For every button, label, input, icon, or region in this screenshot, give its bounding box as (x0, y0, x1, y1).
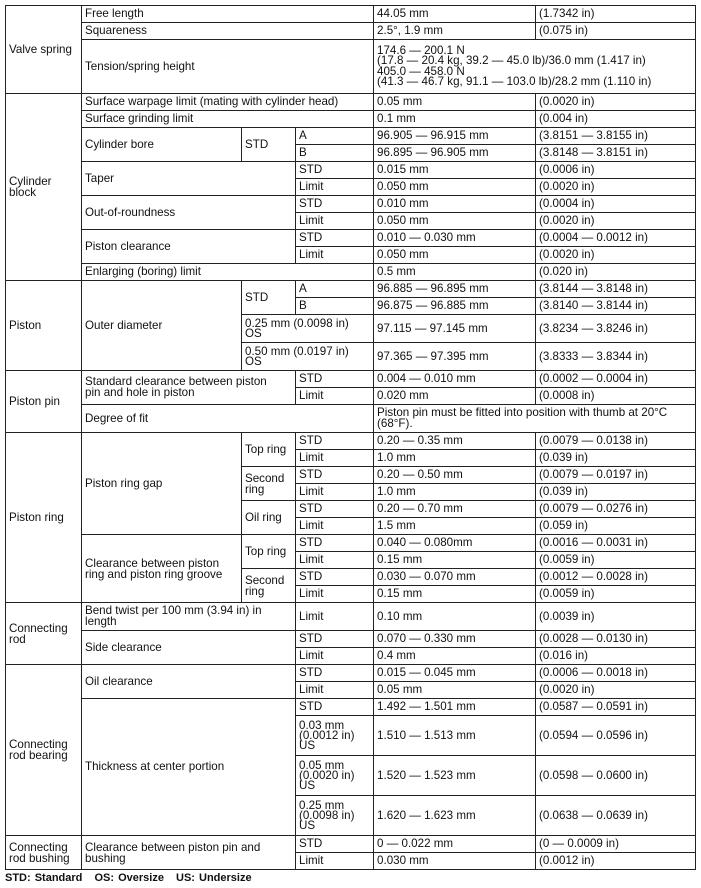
value-mm: 96.885 — 96.895 mm (374, 281, 536, 298)
item-ring-gap: Piston ring gap (82, 433, 242, 535)
value-mm: 1.620 — 1.623 mm (374, 796, 536, 836)
table-row (6, 162, 696, 179)
value-in: (0.0006 — 0.0018 in) (536, 665, 696, 682)
std-label: STD (296, 371, 374, 388)
item-warpage: Surface warpage limit (mating with cylinder head) (82, 94, 374, 111)
value-in: (0.0638 — 0.0639 in) (536, 796, 696, 836)
value-in: (0.004 in) (536, 111, 696, 128)
value-in: (0.0012 in) (536, 853, 696, 870)
value-mm: 0.10 mm (374, 603, 536, 631)
value-in: (3.8140 — 3.8144 in) (536, 298, 696, 315)
category-piston-ring: Piston ring (6, 433, 82, 603)
value-in: (0.0008 in) (536, 388, 696, 405)
ring-label: Top ring (242, 433, 296, 467)
item-thickness: Thickness at center portion (82, 699, 296, 836)
value-mm: 0.010 mm (374, 196, 536, 213)
value-in: (0.0079 — 0.0138 in) (536, 433, 696, 450)
value-mm: 0.1 mm (374, 111, 536, 128)
value-in: (3.8333 — 3.8344 in) (536, 343, 696, 371)
limit-label: Limit (296, 552, 374, 569)
value-mm: 0.040 — 0.080mm (374, 535, 536, 552)
std-label: STD (296, 535, 374, 552)
limit-label: Limit (296, 179, 374, 196)
value-mm: 1.0 mm (374, 450, 536, 467)
value-in: (1.7342 in) (536, 6, 696, 23)
value-in: (0.0059 in) (536, 552, 696, 569)
value-mm: 0.030 mm (374, 853, 536, 870)
value-in: (0.075 in) (536, 23, 696, 40)
value-in: (0.016 in) (536, 648, 696, 665)
value-in: (0.0002 — 0.0004 in) (536, 371, 696, 388)
limit-label: Limit (296, 853, 374, 870)
value-in: (0.039 in) (536, 450, 696, 467)
grade-label: B (296, 298, 374, 315)
table-row (6, 433, 696, 450)
value-mm: 97.115 — 97.145 mm (374, 315, 536, 343)
limit-label: Limit (296, 648, 374, 665)
ring-label: Second ring (242, 569, 296, 603)
table-row (6, 371, 696, 388)
value-mm: 0.015 mm (374, 162, 536, 179)
value-in: (0.0594 — 0.0596 in) (536, 716, 696, 756)
category-connecting-rod: Connecting rod (6, 603, 82, 665)
limit-label: Limit (296, 518, 374, 535)
value-mm: 0.5 mm (374, 264, 536, 281)
limit-label: Limit (296, 450, 374, 467)
value-in: (0.0020 in) (536, 682, 696, 699)
value-in: (0.0012 — 0.0028 in) (536, 569, 696, 586)
std-label: STD (296, 631, 374, 648)
value-in: (0.0028 — 0.0130 in) (536, 631, 696, 648)
limit-label: Limit (296, 388, 374, 405)
abbreviation-footnote (5, 872, 260, 884)
category-valve-spring: Valve spring (6, 6, 82, 94)
value-mm: 0.20 — 0.35 mm (374, 433, 536, 450)
item-out-of-roundness: Out-of-roundness (82, 196, 296, 230)
std-label: STD (242, 281, 296, 315)
tension-line: 405.0 — 458.0 N (377, 64, 465, 78)
undersize-label: 0.03 mm (0.0012 in) US (296, 716, 374, 756)
item-side-clearance: Side clearance (82, 631, 296, 665)
value-in: (0.0006 in) (536, 162, 696, 179)
table-row (6, 111, 696, 128)
value-in: (0.0039 in) (536, 603, 696, 631)
value-in: (0.0004 in) (536, 196, 696, 213)
value-mm: 96.875 — 96.885 mm (374, 298, 536, 315)
value-mm: 0.004 — 0.010 mm (374, 371, 536, 388)
value-in: (3.8144 — 3.8148 in) (536, 281, 696, 298)
value-mm: 0 — 0.022 mm (374, 836, 536, 853)
item-taper: Taper (82, 162, 296, 196)
item-grinding: Surface grinding limit (82, 111, 374, 128)
footnote-os: OS: Oversize (94, 872, 164, 884)
value-in: (0.0020 in) (536, 94, 696, 111)
grade-label: B (296, 145, 374, 162)
value-mm: 44.05 mm (374, 6, 536, 23)
value-mm: 96.905 — 96.915 mm (374, 128, 536, 145)
limit-label: Limit (296, 484, 374, 501)
value-mm: 1.5 mm (374, 518, 536, 535)
footnote-us: US: Undersize (176, 872, 252, 884)
value-mm: 1.492 — 1.501 mm (374, 699, 536, 716)
value-in: (3.8148 — 3.8151 in) (536, 145, 696, 162)
table-row (6, 40, 696, 94)
tension-line: 174.6 — 200.1 N (377, 43, 465, 57)
item-cylinder-bore: Cylinder bore (82, 128, 242, 162)
value-degree-of-fit: Piston pin must be fitted into position with thumb at 20°C (68°F). (374, 405, 696, 433)
value-in: (0.0079 — 0.0197 in) (536, 467, 696, 484)
std-label: STD (296, 196, 374, 213)
value-mm: 0.20 — 0.50 mm (374, 467, 536, 484)
grade-label: A (296, 281, 374, 298)
specification-table (5, 5, 696, 870)
ring-label: Second ring (242, 467, 296, 501)
value-mm: 0.15 mm (374, 586, 536, 603)
footnote-std: STD: Standard (5, 872, 83, 884)
undersize-label: 0.05 mm (0.0020 in) US (296, 756, 374, 796)
item-tension: Tension/spring height (82, 40, 374, 94)
category-cylinder-block: Cylinder block (6, 94, 82, 281)
value-mm: 0.050 mm (374, 179, 536, 196)
value-mm: 0.050 mm (374, 247, 536, 264)
value-mm: 97.365 — 97.395 mm (374, 343, 536, 371)
value-in: (0.0587 — 0.0591 in) (536, 699, 696, 716)
value-mm: 96.895 — 96.905 mm (374, 145, 536, 162)
std-label: STD (296, 433, 374, 450)
value-in: (0.0020 in) (536, 213, 696, 230)
limit-label: Limit (296, 213, 374, 230)
value-in: (0.0016 — 0.0031 in) (536, 535, 696, 552)
value-mm: 0.4 mm (374, 648, 536, 665)
limit-label: Limit (296, 247, 374, 264)
std-label: STD (296, 665, 374, 682)
value-mm: 0.015 — 0.045 mm (374, 665, 536, 682)
value-in: (0.0059 in) (536, 586, 696, 603)
value-mm: 0.20 — 0.70 mm (374, 501, 536, 518)
value-in: (0.0079 — 0.0276 in) (536, 501, 696, 518)
table-row (6, 836, 696, 853)
value-in: (0.0004 — 0.0012 in) (536, 230, 696, 247)
value-in: (0.0020 in) (536, 179, 696, 196)
table-row (6, 128, 696, 145)
value-tension (374, 40, 696, 94)
value-mm: 2.5°, 1.9 mm (374, 23, 536, 40)
table-row (6, 196, 696, 213)
table-row (6, 631, 696, 648)
value-mm: 0.070 — 0.330 mm (374, 631, 536, 648)
item-free-length: Free length (82, 6, 374, 23)
tension-line: (17.8 — 20.4 kg, 39.2 — 45.0 lb)/36.0 mm (1.417 in) (377, 54, 646, 67)
table-row (6, 405, 696, 433)
category-rod-bearing: Connecting rod bearing (6, 665, 82, 836)
table-row (6, 94, 696, 111)
table-row (6, 665, 696, 682)
grade-label: A (296, 128, 374, 145)
std-label: STD (296, 467, 374, 484)
item-degree-of-fit: Degree of fit (82, 405, 374, 433)
value-in: (3.8151 — 3.8155 in) (536, 128, 696, 145)
std-label: STD (242, 128, 296, 162)
tension-line: (41.3 — 46.7 kg, 91.1 — 103.0 lb)/28.2 mm (1.110 in) (377, 75, 652, 88)
value-mm: 1.0 mm (374, 484, 536, 501)
value-in: (0.0020 in) (536, 247, 696, 264)
value-mm: 0.020 mm (374, 388, 536, 405)
value-mm: 0.010 — 0.030 mm (374, 230, 536, 247)
value-mm: 0.15 mm (374, 552, 536, 569)
item-squareness: Squareness (82, 23, 374, 40)
value-mm: 0.050 mm (374, 213, 536, 230)
category-rod-bushing: Connecting rod bushing (6, 836, 82, 870)
item-enlarging: Enlarging (boring) limit (82, 264, 374, 281)
limit-label: Limit (296, 586, 374, 603)
std-label: STD (296, 501, 374, 518)
table-row (6, 281, 696, 298)
value-in: (3.8234 — 3.8246 in) (536, 315, 696, 343)
table-row (6, 603, 696, 631)
value-in: (0 — 0.0009 in) (536, 836, 696, 853)
spec-sheet (5, 5, 695, 870)
value-in: (0.039 in) (536, 484, 696, 501)
category-piston-pin: Piston pin (6, 371, 82, 433)
limit-label: Limit (296, 682, 374, 699)
oversize-label: 0.50 mm (0.0197 in) OS (242, 343, 374, 371)
item-ring-groove-clearance: Clearance between piston ring and piston ring groove (82, 535, 242, 603)
item-oil-clearance: Oil clearance (82, 665, 296, 699)
value-mm: 0.030 — 0.070 mm (374, 569, 536, 586)
undersize-label: 0.25 mm (0.0098 in) US (296, 796, 374, 836)
item-pin-clearance: Standard clearance between piston pin and hole in piston (82, 371, 296, 405)
std-label: STD (296, 230, 374, 247)
table-row (6, 23, 696, 40)
oversize-label: 0.25 mm (0.0098 in) OS (242, 315, 374, 343)
limit-label: Limit (296, 603, 374, 631)
value-in: (0.0598 — 0.0600 in) (536, 756, 696, 796)
item-bend-twist: Bend twist per 100 mm (3.94 in) in length (82, 603, 296, 631)
std-label: STD (296, 162, 374, 179)
table-row (6, 535, 696, 552)
item-bushing-clearance: Clearance between piston pin and bushing (82, 836, 296, 870)
ring-label: Oil ring (242, 501, 296, 535)
table-row (6, 699, 696, 716)
table-row (6, 230, 696, 247)
std-label: STD (296, 836, 374, 853)
std-label: STD (296, 699, 374, 716)
value-in: (0.059 in) (536, 518, 696, 535)
ring-label: Top ring (242, 535, 296, 569)
table-row (6, 6, 696, 23)
value-mm: 0.05 mm (374, 94, 536, 111)
value-mm: 0.05 mm (374, 682, 536, 699)
table-row (6, 264, 696, 281)
item-piston-clearance: Piston clearance (82, 230, 296, 264)
value-mm: 1.520 — 1.523 mm (374, 756, 536, 796)
value-in: (0.020 in) (536, 264, 696, 281)
std-label: STD (296, 569, 374, 586)
value-mm: 1.510 — 1.513 mm (374, 716, 536, 756)
item-outer-diameter: Outer diameter (82, 281, 242, 371)
category-piston: Piston (6, 281, 82, 371)
